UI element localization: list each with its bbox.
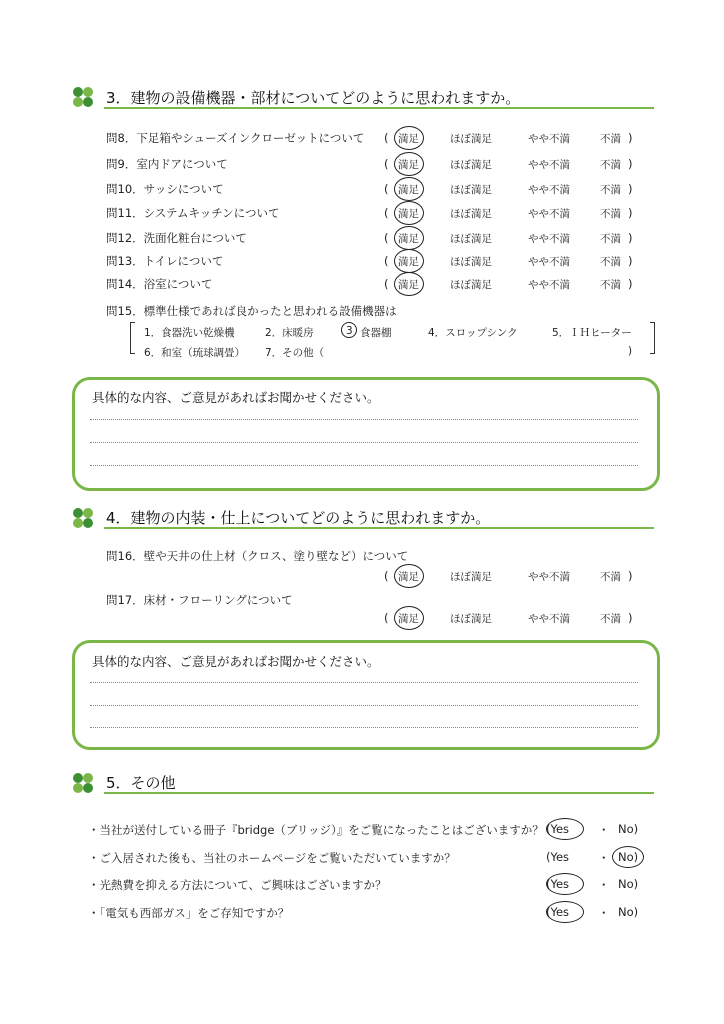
equipment-option-2[interactable]: 2．床暖房 (265, 327, 314, 339)
comment-line[interactable] (90, 442, 638, 443)
section-3-title: 3．建物の設備機器・部材についてどのように思われますか。 (106, 89, 521, 107)
clover-icon (72, 507, 94, 529)
question-13-label: 問13．トイレについて (106, 254, 224, 268)
question-15-label: 問15．標準仕様であれば良かったと思われる設備機器は (106, 304, 397, 318)
question-17-label: 問17．床材・フローリングについて (106, 593, 293, 607)
comment-line[interactable] (90, 419, 638, 420)
comment-line[interactable] (90, 705, 638, 706)
q14-option-mostly-satisfied[interactable]: ほぼ満足 (450, 279, 492, 291)
other-question-4-selection-circle (546, 901, 584, 923)
q8-paren-open: ( (384, 131, 389, 145)
q11-option-somewhat-dissatisfied[interactable]: やや不満 (528, 208, 570, 220)
q8-option-somewhat-dissatisfied[interactable]: やや不満 (528, 133, 570, 145)
q9-option-somewhat-dissatisfied[interactable]: やや不満 (528, 159, 570, 171)
q17-paren-close: ) (628, 611, 633, 625)
other-question-3-selection-circle (546, 873, 584, 895)
q13-selection-circle (394, 249, 424, 273)
question-10-label: 問10．サッシについて (106, 182, 224, 196)
q8-selection-circle (394, 126, 424, 150)
q12-option-somewhat-dissatisfied[interactable]: やや不満 (528, 233, 570, 245)
q12-option-mostly-satisfied[interactable]: ほぼ満足 (450, 233, 492, 245)
question-8-label: 問8．下足箱やシューズインクローゼットについて (106, 131, 365, 145)
q9-paren-close: ) (628, 157, 633, 171)
equipment-option-5[interactable]: 5．ＩＨヒーター (552, 327, 632, 339)
q17-option-somewhat-dissatisfied[interactable]: やや不満 (528, 613, 570, 625)
q14-option-dissatisfied[interactable]: 不満 (600, 279, 621, 291)
q16-option-dissatisfied[interactable]: 不満 (600, 571, 621, 583)
q17-option-satisfied[interactable]: 満足 (398, 613, 419, 625)
q9-selection-circle (394, 152, 424, 176)
other-question-4-yes[interactable]: (Yes (546, 905, 570, 919)
q14-option-somewhat-dissatisfied[interactable]: やや不満 (528, 279, 570, 291)
q13-option-dissatisfied[interactable]: 不満 (600, 256, 621, 268)
q17-paren-open: ( (384, 611, 389, 625)
question-16-label: 問16．壁や天井の仕上材（クロス、塗り壁など）について (106, 549, 409, 563)
q11-option-satisfied[interactable]: 満足 (398, 208, 419, 220)
other-question-1-no[interactable]: No) (618, 822, 639, 836)
other-question-1-selection-circle (546, 818, 584, 840)
q9-option-dissatisfied[interactable]: 不満 (600, 159, 621, 171)
other-question-2-separator: ・ (598, 851, 610, 865)
q11-paren-close: ) (628, 206, 633, 220)
clover-icon (72, 772, 94, 794)
q10-paren-open: ( (384, 182, 389, 196)
section-5-underline (104, 792, 654, 794)
bracket-right (650, 322, 655, 354)
other-question-4-no[interactable]: No) (618, 905, 639, 919)
q14-selection-circle (394, 272, 424, 296)
q10-paren-close: ) (628, 182, 633, 196)
q9-option-satisfied[interactable]: 満足 (398, 159, 419, 171)
other-question-1-yes[interactable]: (Yes (546, 822, 570, 836)
q13-option-mostly-satisfied[interactable]: ほぼ満足 (450, 256, 492, 268)
q12-paren-close: ) (628, 231, 633, 245)
q14-option-satisfied[interactable]: 満足 (398, 279, 419, 291)
other-question-2-no[interactable]: No) (618, 850, 639, 864)
equipment-option-3[interactable]: 食器棚 (360, 327, 392, 339)
comment-line[interactable] (90, 682, 638, 683)
other-question-4-separator: ・ (598, 906, 610, 920)
other-question-3-separator: ・ (598, 878, 610, 892)
q9-paren-open: ( (384, 157, 389, 171)
q16-option-satisfied[interactable]: 満足 (398, 571, 419, 583)
other-question-2-label: ・ご入居された後も、当社のホームページをご覧いただいていますか？ (88, 851, 456, 865)
equipment-option-4[interactable]: 4．スロップシンク (428, 327, 518, 339)
q9-option-mostly-satisfied[interactable]: ほぼ満足 (450, 159, 492, 171)
q11-option-mostly-satisfied[interactable]: ほぼ満足 (450, 208, 492, 220)
q16-selection-circle (394, 564, 424, 588)
other-question-3-label: ・光熱費を抑える方法について、ご興味はございますか？ (88, 878, 387, 892)
q13-paren-close: ) (628, 254, 633, 268)
q12-option-satisfied[interactable]: 満足 (398, 233, 419, 245)
q10-option-mostly-satisfied[interactable]: ほぼ満足 (450, 184, 492, 196)
q10-option-somewhat-dissatisfied[interactable]: やや不満 (528, 184, 570, 196)
other-question-1-label: ・当社が送付している冊子『bridge（ブリッジ）』をご覧になったことはございますか？ (88, 823, 544, 837)
equipment-option-1[interactable]: 1．食器洗い乾燥機 (144, 327, 235, 339)
equipment-option-3-number[interactable]: 3 (346, 325, 353, 337)
q8-paren-close: ) (628, 131, 633, 145)
section-3-underline (104, 107, 654, 109)
q17-option-mostly-satisfied[interactable]: ほぼ満足 (450, 613, 492, 625)
q11-paren-open: ( (384, 206, 389, 220)
q13-option-satisfied[interactable]: 満足 (398, 256, 419, 268)
q8-option-mostly-satisfied[interactable]: ほぼ満足 (450, 133, 492, 145)
selection-circle (341, 322, 357, 338)
q17-option-dissatisfied[interactable]: 不満 (600, 613, 621, 625)
q12-selection-circle (394, 226, 424, 250)
other-question-3-no[interactable]: No) (618, 877, 639, 891)
q12-paren-open: ( (384, 231, 389, 245)
q14-paren-open: ( (384, 277, 389, 291)
q10-option-dissatisfied[interactable]: 不満 (600, 184, 621, 196)
other-question-4-label: ・「電気も西部ガス」をご存知ですか？ (88, 906, 290, 920)
q13-paren-open: ( (384, 254, 389, 268)
clover-icon (72, 86, 94, 108)
other-question-3-yes[interactable]: (Yes (546, 877, 570, 891)
comment-line[interactable] (90, 465, 638, 466)
equipment-option-7[interactable]: 7．その他（ (265, 347, 325, 359)
other-question-2-yes[interactable]: (Yes (546, 850, 570, 864)
other-question-2-selection-circle (612, 846, 644, 868)
q13-option-somewhat-dissatisfied[interactable]: やや不満 (528, 256, 570, 268)
section-5-title: 5．その他 (106, 774, 176, 792)
bracket-left (130, 322, 135, 354)
question-14-label: 問14．浴室について (106, 277, 213, 291)
q14-paren-close: ) (628, 277, 633, 291)
q11-selection-circle (394, 201, 424, 225)
q16-option-somewhat-dissatisfied[interactable]: やや不満 (528, 571, 570, 583)
q16-option-mostly-satisfied[interactable]: ほぼ満足 (450, 571, 492, 583)
other-question-1-separator: ・ (598, 823, 610, 837)
equipment-option-7-close: ) (628, 345, 633, 357)
question-11-label: 問11．システムキッチンについて (106, 206, 280, 220)
q16-paren-close: ) (628, 569, 633, 583)
comment-box-title: 具体的な内容、ご意見があればお聞かせください。 (92, 654, 380, 669)
section-4-underline (104, 527, 654, 529)
equipment-option-6[interactable]: 6．和室（琉球調畳） (144, 347, 246, 359)
question-12-label: 問12．洗面化粧台について (106, 231, 247, 245)
section-4-title: 4．建物の内装・仕上についてどのように思われますか。 (106, 509, 491, 527)
q10-selection-circle (394, 177, 424, 201)
comment-line[interactable] (90, 727, 638, 728)
q8-option-dissatisfied[interactable]: 不満 (600, 133, 621, 145)
question-9-label: 問9．室内ドアについて (106, 157, 228, 171)
q11-option-dissatisfied[interactable]: 不満 (600, 208, 621, 220)
q12-option-dissatisfied[interactable]: 不満 (600, 233, 621, 245)
q10-option-satisfied[interactable]: 満足 (398, 184, 419, 196)
comment-box-title: 具体的な内容、ご意見があればお聞かせください。 (92, 390, 380, 405)
q17-selection-circle (394, 606, 424, 630)
q16-paren-open: ( (384, 569, 389, 583)
q8-option-satisfied[interactable]: 満足 (398, 133, 419, 145)
